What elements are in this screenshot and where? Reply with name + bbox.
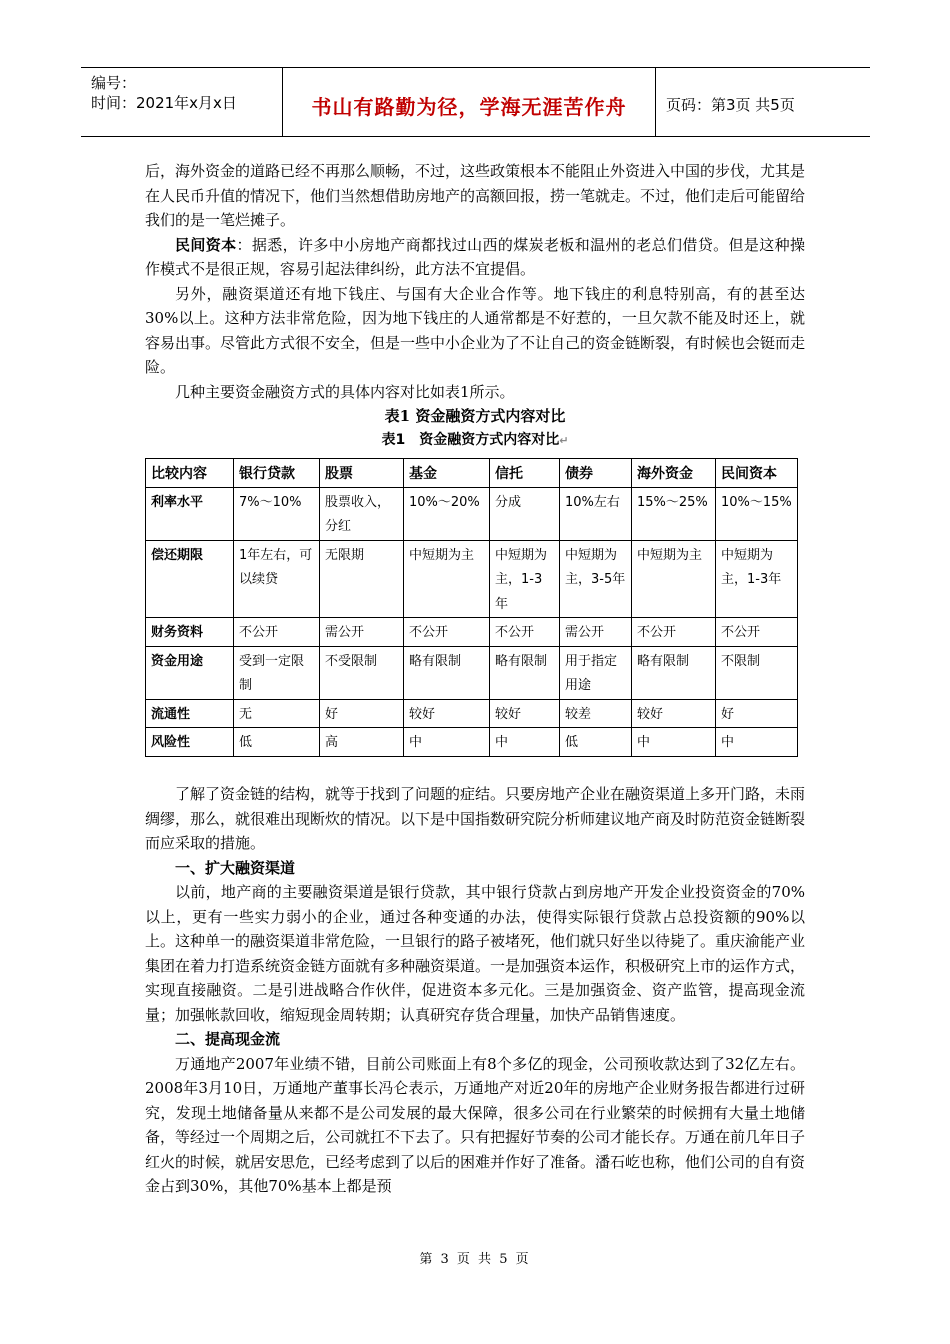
paragraph-problem-root: 了解了资金链的结构，就等于找到了问题的症结。只要房地产企业在融资渠道上多开门路，未雨绸缪，那么，就很难出现断炊的情况。以下是中国指数研究院分析师建议地产商及时防范资金链断裂而应采取的措施。	[145, 785, 806, 852]
table-cell: 15%～25%	[632, 487, 716, 540]
table-cell: 中短期为主，3-5年	[560, 540, 632, 618]
section-heading-expand-channels: 一、扩大融资渠道	[175, 858, 296, 877]
table-row-risk	[146, 728, 798, 757]
row-label: 流通性	[146, 699, 234, 728]
paragraph-bank-loans: 以前，地产商的主要融资渠道是银行贷款，其中银行贷款占到房地产开发企业投资资金的70%以上，更有一些实力弱小的企业，通过各种变通的办法，使得实际银行贷款占总投资额的90%以上。这种单一的融资渠道非常危险，一旦银行的路子被堵死，他们就只好坐以待毙了。重庆渝能产业集团在着力打造系统资金链方面就有多种融资渠道。一是加强资本运作，积极研究上市的运作方式，实现直接融资。二是引进战略合作伙伴，促进资本多元化。三是加强资金、资产监管，提高现金流量；加强帐款回收，缩短现金周转期；认真研究存货合理量，加快产品销售速度。	[145, 883, 806, 1024]
table-row-fund-usage	[146, 646, 798, 699]
table-cell: 无限期	[320, 540, 404, 618]
table-cell: 不公开	[490, 618, 560, 647]
table-row-repayment-term	[146, 540, 798, 618]
table-cell: 低	[560, 728, 632, 757]
table-caption-duplicate: 表1 资金融资方式内容对比↵	[381, 431, 569, 448]
table-cell: 不公开	[632, 618, 716, 647]
row-label: 风险性	[146, 728, 234, 757]
body-text-bottom	[145, 782, 805, 1199]
table-cell: 较好	[404, 699, 490, 728]
header-motto-cell	[283, 68, 656, 136]
table-cell: 中短期为主	[404, 540, 490, 618]
financing-comparison-table	[145, 458, 798, 757]
row-label: 财务资料	[146, 618, 234, 647]
table-cell: 受到一定限制	[234, 646, 320, 699]
table-cell: 好	[320, 699, 404, 728]
table-header-cell: 债券	[560, 459, 632, 488]
table-cell: 好	[716, 699, 798, 728]
table-cell: 中短期为主，1-3年	[490, 540, 560, 618]
table-cell: 不公开	[404, 618, 490, 647]
paragraph-private-capital	[145, 233, 805, 282]
table-header-cell: 民间资本	[716, 459, 798, 488]
table-cell: 略有限制	[490, 646, 560, 699]
table-cell: 不受限制	[320, 646, 404, 699]
table-cell: 高	[320, 728, 404, 757]
header-meta	[81, 68, 283, 136]
table-cell: 略有限制	[404, 646, 490, 699]
table-cell: 10%～15%	[716, 487, 798, 540]
page-header	[81, 67, 870, 137]
table-cell: 中短期为主	[632, 540, 716, 618]
table-cell: 略有限制	[632, 646, 716, 699]
table-cell: 10%～20%	[404, 487, 490, 540]
table-caption-duplicate-text: 表1 资金融资方式内容对比	[381, 431, 560, 448]
table-cell: 10%左右	[560, 487, 632, 540]
table-cell: 用于指定用途	[560, 646, 632, 699]
private-capital-body: ：据悉，许多中小房地产商都找过山西的煤炭老板和温州的老总们借贷。但是这种操作模式不是很正规，容易引起法律纠纷，此方法不宜提倡。	[145, 235, 805, 278]
row-label: 偿还期限	[146, 540, 234, 618]
section-heading-cash-flow: 二、提高现金流	[175, 1030, 281, 1048]
table-header-cell: 信托	[490, 459, 560, 488]
table-cell: 低	[234, 728, 320, 757]
table-header-cell: 股票	[320, 459, 404, 488]
table-cell: 无	[234, 699, 320, 728]
paragraph-table-intro: 几种主要资金融资方式的具体内容对比如表1所示。	[175, 382, 515, 401]
document-number-label: 编号：	[91, 74, 137, 92]
private-capital-lead: 民间资本	[175, 235, 237, 254]
paragraph-overseas-capital: 后，海外资金的道路已经不再那么顺畅，不过，这些政策根本不能阻止外资进入中国的步伐，尤其是在人民币升值的情况下，他们当然想借助房地产的高额回报，捞一笔就走。不过，他们走后可能留给我们的是一笔烂摊子。	[145, 162, 806, 229]
table-row-financial-disclosure	[146, 618, 798, 647]
table-cell: 中短期为主，1-3年	[716, 540, 798, 618]
table-caption: 表1 资金融资方式内容对比	[384, 407, 566, 425]
page-footer: 第 3 页 共 5 页	[419, 1252, 531, 1267]
table-header-row	[146, 459, 798, 488]
body-text-top	[145, 159, 805, 452]
table-cell: 7%～10%	[234, 487, 320, 540]
table-header-cell: 比较内容	[146, 459, 234, 488]
table-cell: 需公开	[560, 618, 632, 647]
table-cell: 不限制	[716, 646, 798, 699]
table-cell: 较差	[560, 699, 632, 728]
table-cell: 中	[404, 728, 490, 757]
paragraph-vantone: 万通地产2007年业绩不错，目前公司账面上有8个多亿的现金，公司预收款达到了32亿左右。2008年3月10日，万通地产董事长冯仑表示，万通地产对近20年的房地产企业财务报告都进行过研究，发现土地储备量从来都不是公司发展的最大保障，很多公司在行业繁荣的时候拥有大量土地储备，等经过一个周期之后，公司就扛不下去了。只有把握好节奏的公司才能长存。万通在前几年日子红火的时候，就居安思危，已经考虑到了以后的困难并作好了准备。潘石屹也称，他们公司的自有资金占到30%，其他70%基本上都是预	[145, 1054, 806, 1195]
header-page-number: 页码：第3页 共5页	[666, 95, 795, 114]
table-cell: 中	[490, 728, 560, 757]
paragraph-underground-banks: 另外，融资渠道还有地下钱庄、与国有大企业合作等。地下钱庄的利息特别高，有的甚至达30%以上。这种方法非常危险，因为地下钱庄的人通常都是不好惹的，一旦欠款不能及时还上，就容易出事。尽管此方式很不安全，但是一些中小企业为了不让自己的资金链断裂，有时候也会铤而走险。	[145, 284, 806, 376]
table-cell: 中	[716, 728, 798, 757]
row-label: 资金用途	[146, 646, 234, 699]
header-motto: 书山有路勤为径，学海无涯苦作舟	[311, 94, 627, 119]
table-row-interest-rate	[146, 487, 798, 540]
table-cell: 不公开	[234, 618, 320, 647]
table-cell: 需公开	[320, 618, 404, 647]
table-cell: 不公开	[716, 618, 798, 647]
table-cell: 较好	[632, 699, 716, 728]
table-header-cell: 银行贷款	[234, 459, 320, 488]
table-cell: 1年左右，可以续贷	[234, 540, 320, 618]
table-row-liquidity	[146, 699, 798, 728]
document-date: 时间：2021年x月x日	[91, 94, 237, 112]
table-header-cell: 基金	[404, 459, 490, 488]
row-label: 利率水平	[146, 487, 234, 540]
table-cell: 较好	[490, 699, 560, 728]
table-cell: 中	[632, 728, 716, 757]
table-header-cell: 海外资金	[632, 459, 716, 488]
table-cell: 股票收入，分红	[320, 487, 404, 540]
table-cell: 分成	[490, 487, 560, 540]
